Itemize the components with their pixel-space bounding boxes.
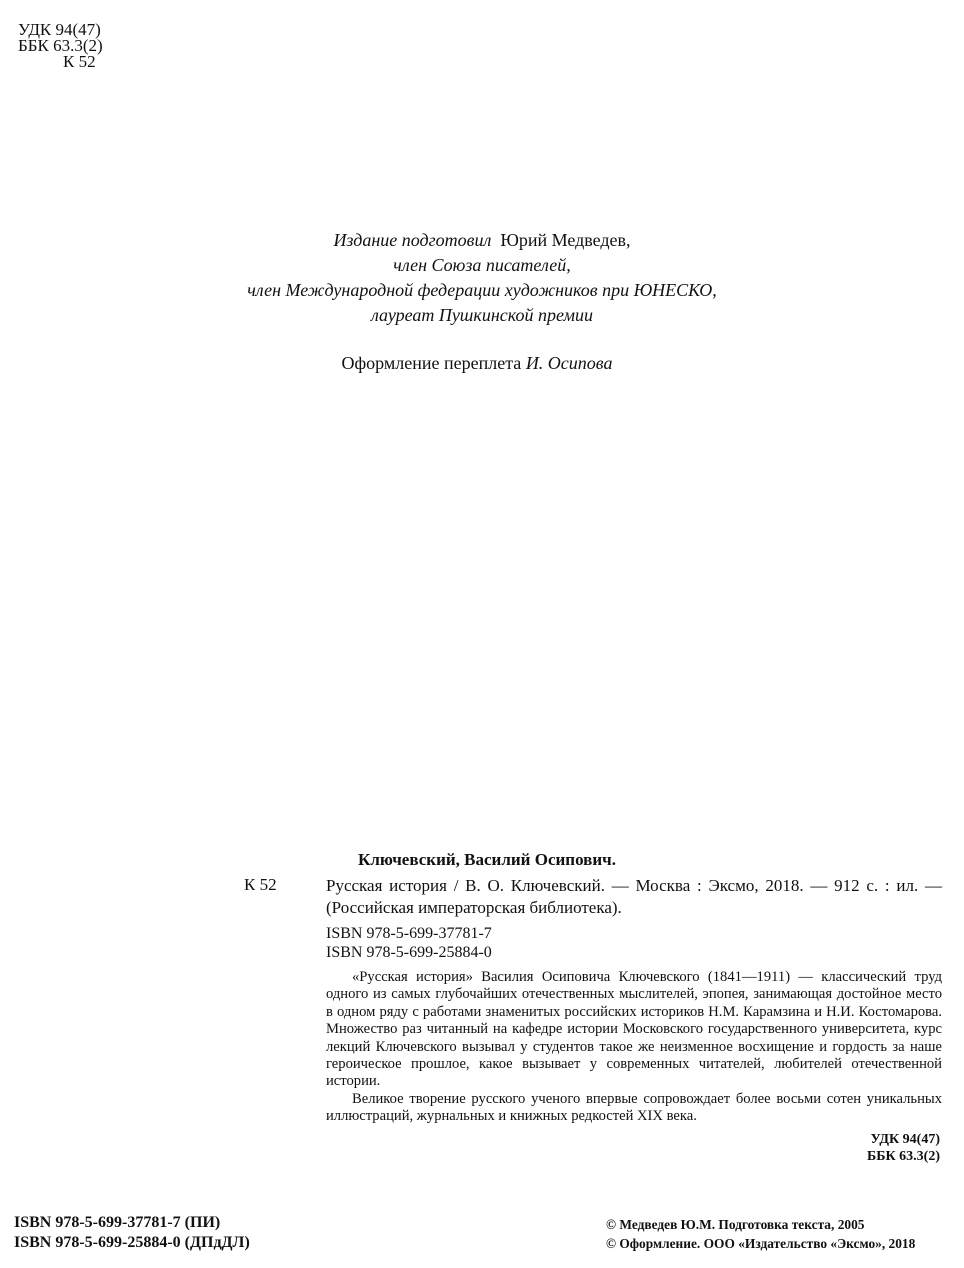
card-isbn-2: ISBN 978-5-699-25884-0	[326, 944, 492, 961]
editor-credit-line-3: член Международной федерации художников при ЮНЕСКО,	[247, 280, 717, 300]
copyright-design: © Оформление. ООО «Издательство «Эксмо», 2018	[606, 1236, 916, 1251]
annotation-paragraph-2: Великое творение русского ученого впервые сопровождает более восьми сотен уникальных иллюстраций, журнальных и книжных редкостей XIX века.	[326, 1090, 942, 1125]
editor-credit-line-4: лауреат Пушкинской премии	[370, 305, 593, 325]
editor-credit-line-2: член Союза писателей,	[393, 255, 571, 275]
udk-code-top: УДК 94(47)	[18, 20, 101, 39]
card-author-mark: К 52	[244, 875, 277, 894]
card-udk: УДК 94(47)	[870, 1132, 940, 1147]
footer-isbn-pi: ISBN 978-5-699-37781-7 (ПИ)	[14, 1214, 221, 1231]
cover-label: Оформление переплета	[341, 353, 522, 373]
editor-credits	[0, 228, 964, 328]
prepared-label: Издание подготовил	[333, 230, 492, 250]
card-annotation	[326, 969, 942, 1126]
cover-design-credit	[0, 353, 954, 374]
card-bibliographic-entry: Русская история / В. О. Ключевский. — Москва : Эксмо, 2018. — 912 с. : ил. — (Российская императорская библиотека).	[326, 876, 942, 917]
editor-line	[0, 228, 964, 253]
cover-designer: И. Осипова	[525, 353, 613, 373]
card-author: Ключевский, Василий Осипович.	[358, 850, 616, 869]
bbk-code-top: ББК 63.3(2)	[18, 36, 103, 55]
footer-isbn-dpdl: ISBN 978-5-699-25884-0 (ДПдДЛ)	[14, 1234, 250, 1251]
copyright-text: © Медведев Ю.М. Подготовка текста, 2005	[606, 1217, 865, 1232]
author-mark-top: К 52	[63, 52, 96, 71]
card-bbk: ББК 63.3(2)	[867, 1149, 940, 1164]
annotation-paragraph-1: «Русская история» Василия Осиповича Ключевского (1841—1911) — классический труд одного из самых глубочайших отечественных мыслителей, эпопея, занимающая достойное место в одном ряду с работами знаменитых российских историков Н.М. Карамзина и Н.И. Костомарова. Множество раз читанный на кафедре истории Московского государственного университета, курс лекций Ключевского вызывал у студентов такое же неизменное восхищение и гордость за наше героическое прошлое, какое вызывает у современных читателей, любителей отечественной истории.	[326, 969, 942, 1090]
card-isbn-1: ISBN 978-5-699-37781-7	[326, 925, 492, 942]
editor-name: Юрий Медведев,	[500, 230, 631, 250]
